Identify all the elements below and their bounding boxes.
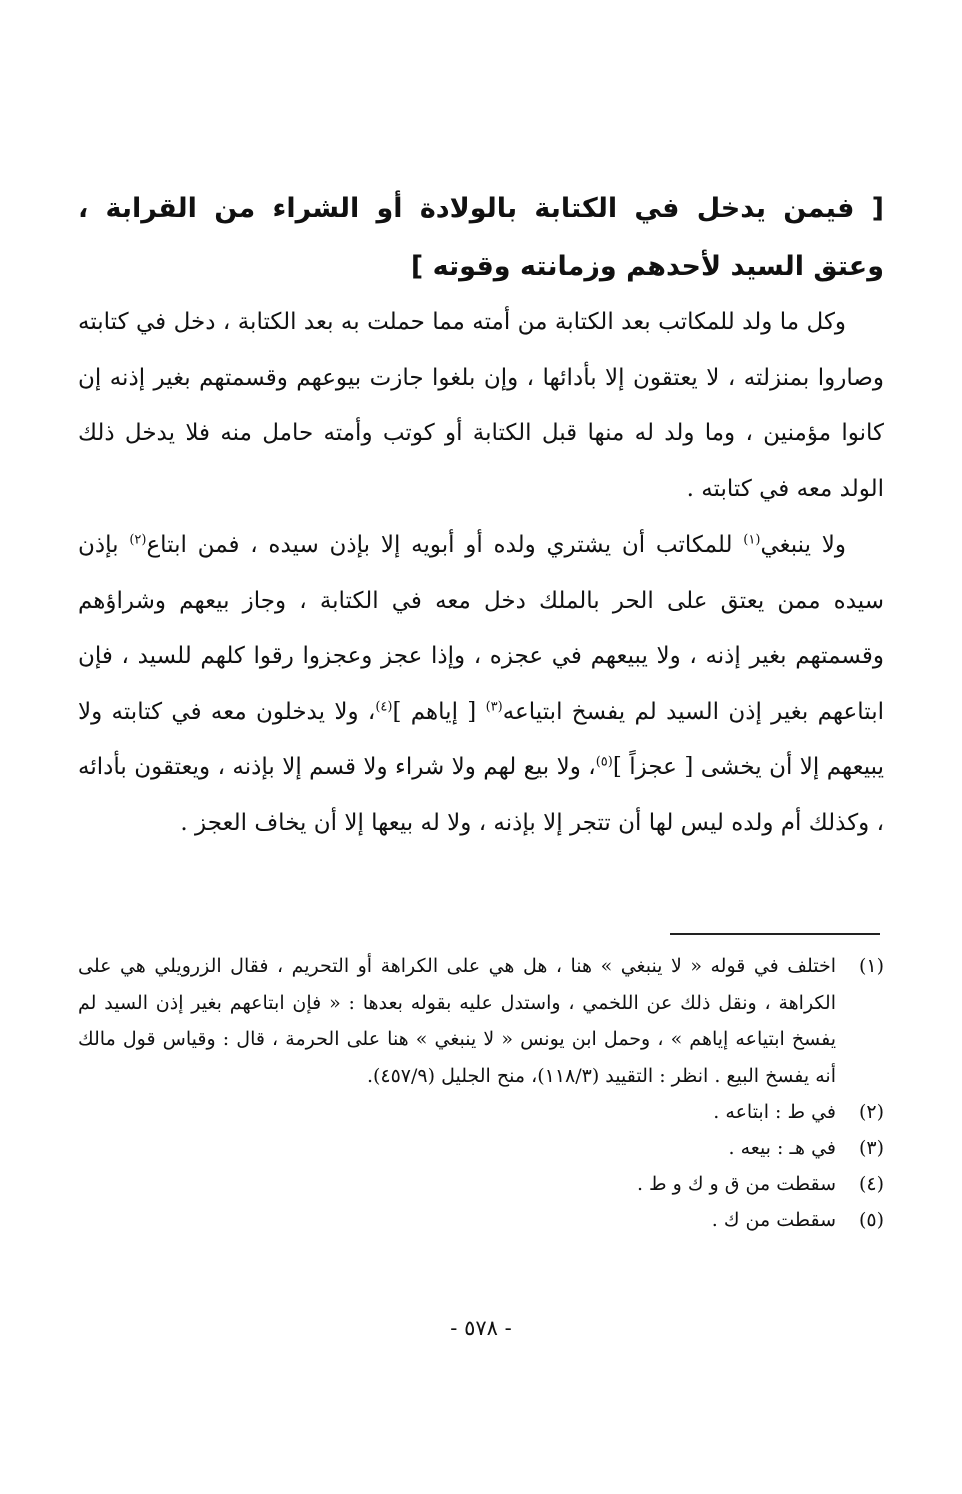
footnote-text: سقطت من ك . — [711, 1209, 836, 1231]
footnote-4 — [78, 1166, 884, 1202]
footnote-number: (٢) — [858, 1101, 884, 1123]
section-heading: [ فيمن يدخل في الكتابة بالولادة أو الشراء من القرابة ، وعتق السيد لأحدهم وزمانته وقوته ] — [78, 193, 884, 282]
footnote-number: (٤) — [858, 1173, 884, 1195]
paragraph-2-text-b: للمكاتب أن يشتري ولده أو أبويه إلا بإذن سيده ، فمن ابتاع — [146, 532, 744, 558]
paragraph-2-text-d: [ إياهم ] — [392, 698, 486, 725]
footnote-number: (١) — [858, 955, 884, 977]
footnote-5 — [78, 1202, 884, 1238]
footnote-ref-3[interactable]: (٣) — [485, 699, 503, 715]
footnotes-section — [78, 948, 884, 1238]
footnote-ref-5[interactable]: (٥) — [595, 754, 613, 770]
footnote-divider — [670, 933, 880, 935]
footnote-ref-2[interactable]: (٢) — [129, 532, 147, 548]
footnote-text: في ط : ابتاعه . — [713, 1101, 836, 1123]
footnote-number: (٣) — [858, 1137, 884, 1159]
footnote-text: في هـ : بيعه . — [728, 1137, 836, 1159]
paragraph-1 — [78, 295, 884, 517]
footnote-3 — [78, 1130, 884, 1166]
paragraph-2-text-f: ، ولا بيع لهم ولا شراء ولا قسم إلا بإذنه ، ويعتقون بأدائه ، وكذلك أم ولده ليس لها أن تتجر إلا بإذنه ، ولا له بيعها إلا أن يخاف العجز . — [78, 754, 884, 836]
footnote-text: اختلف في قوله « لا ينبغي » هنا ، هل هي على الكراهة أو التحريم ، فقال الزرويلي هي على الكراهة ، ونقل ذلك عن اللخمي ، واستدل عليه بقوله بعدها : « فإن ابتاعهم بغير إذن السيد لم يفسخ ابتياعه إياهم » ، وحمل ابن يونس « لا ينبغي » هنا على الحرمة ، قال : وقياس قول مالك أنه يفسخ البيع . انظر : التقييد (١١٨/٣)، منح الجليل (٤٥٧/٩). — [78, 955, 836, 1087]
paragraph-2 — [78, 518, 884, 852]
footnote-1 — [78, 948, 884, 1094]
footnote-ref-1[interactable]: (١) — [743, 532, 761, 548]
paragraph-2-text-c: بإذن سيده ممن يعتق على الحر بالملك دخل معه في الكتابة ، وجاز بيعهم وشراؤهم وقسمتهم بغير إذنه ، ولا يبيعهم في عجزه ، وإذا عجز وعجزوا رقوا كلهم للسيد ، فإن ابتاعهم بغير إذن السيد لم يفسخ ابتياعه — [78, 532, 884, 725]
footnote-2 — [78, 1094, 884, 1130]
paragraph-2-text-e: ، ولا يدخلون معه في كتابته ولا يبيعهم إلا أن يخشى [ عجزاً ] — [78, 698, 884, 781]
footnote-text: سقطت من ق و ك و ط . — [636, 1173, 836, 1195]
paragraph-1-text: وكل ما ولد للمكاتب بعد الكتابة من أمته مما حملت به بعد الكتابة ، دخل في كتابته وصاروا بمنزلته ، لا يعتقون إلا بأدائها ، وإن بلغوا جازت بيوعهم وقسمتهم بغير إذنه إن كانوا مؤمنين ، وما ولد له منها قبل الكتابة أو كوتب وأمته حامل منه فلا يدخل ذلك الولد معه في كتابته . — [78, 309, 884, 502]
footnote-ref-4[interactable]: (٤) — [375, 699, 393, 715]
page-number: - ٥٧٨ - — [450, 1316, 512, 1340]
footnote-number: (٥) — [858, 1209, 884, 1231]
paragraph-2-text-a: ولا ينبغي — [760, 532, 846, 558]
